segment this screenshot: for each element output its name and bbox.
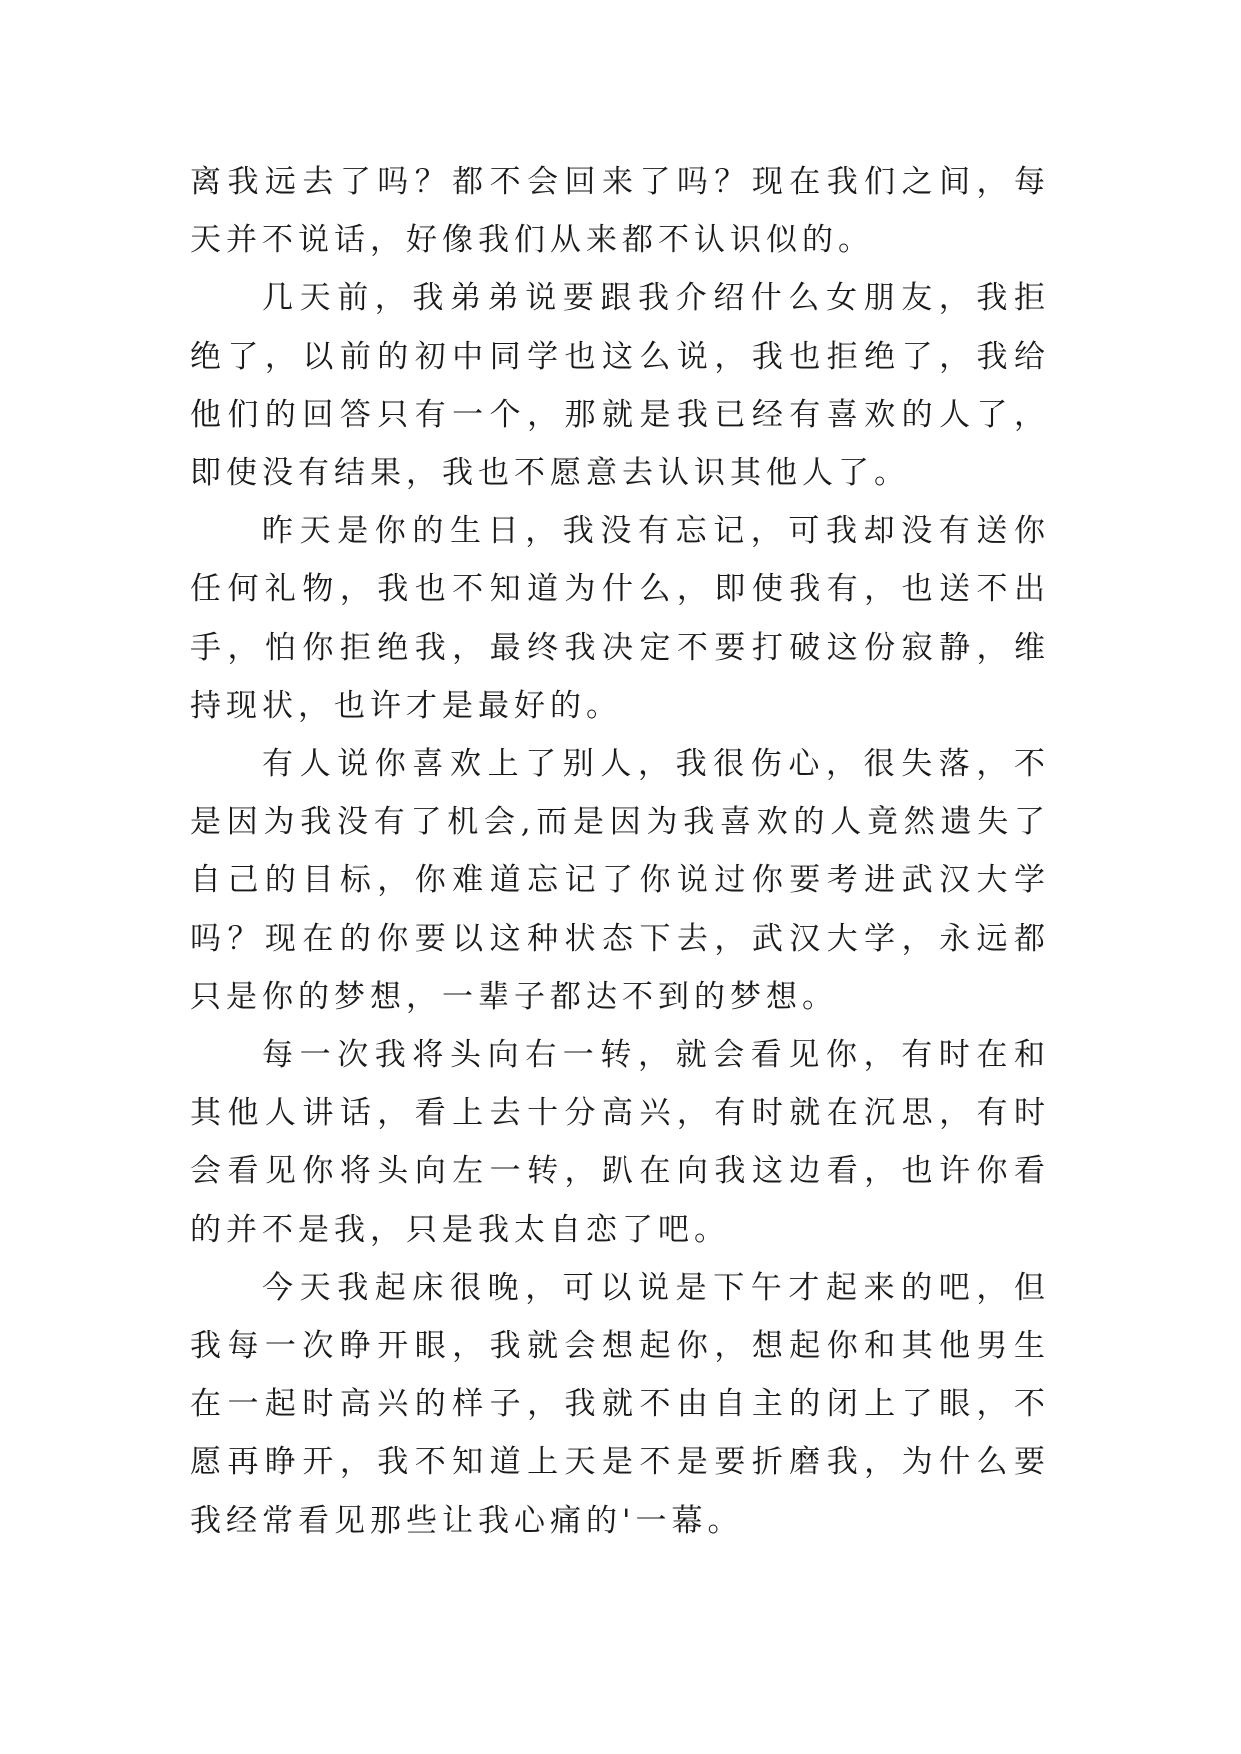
paragraph: 每一次我将头向右一转，就会看见你，有时在和其他人讲话，看上去十分高兴，有时就在沉思，有时会看见你将头向左一转，趴在向我这边看，也许你看的并不是我，只是我太自恋了吧。 bbox=[190, 1037, 1050, 1248]
paragraph: 今天我起床很晚，可以说是下午才起来的吧，但我每一次睁开眼，我就会想起你，想起你和其他男生在一起时高兴的样子，我就不由自主的闭上了眼，不愿再睁开，我不知道上天是不是要折磨我，为什么要我经常看见那些让我心痛的'一幕。 bbox=[190, 1269, 1050, 1539]
body-text bbox=[190, 153, 1050, 1550]
paragraph: 几天前，我弟弟说要跟我介绍什么女朋友，我拒绝了，以前的初中同学也这么说，我也拒绝了，我给他们的回答只有一个，那就是我已经有喜欢的人了，即使没有结果，我也不愿意去认识其他人了。 bbox=[190, 280, 1050, 492]
paragraph: 昨天是你的生日，我没有忘记，可我却没有送你任何礼物，我也不知道为什么，即使我有，也送不出手，怕你拒绝我，最终我决定不要打破这份寂静，维持现状，也许才是最好的。 bbox=[190, 513, 1050, 724]
paragraph-continued: 离我远去了吗？都不会回来了吗？现在我们之间，每天并不说话，好像我们从来都不认识似的。 bbox=[190, 164, 1050, 259]
paragraph: 有人说你喜欢上了别人，我很伤心，很失落，不是因为我没有了机会,而是因为我喜欢的人竟然遗失了自己的目标，你难道忘记了你说过你要考进武汉大学吗？现在的你要以这种状态下去，武汉大学，永远都只是你的梦想，一辈子都达不到的梦想。 bbox=[190, 746, 1050, 1015]
